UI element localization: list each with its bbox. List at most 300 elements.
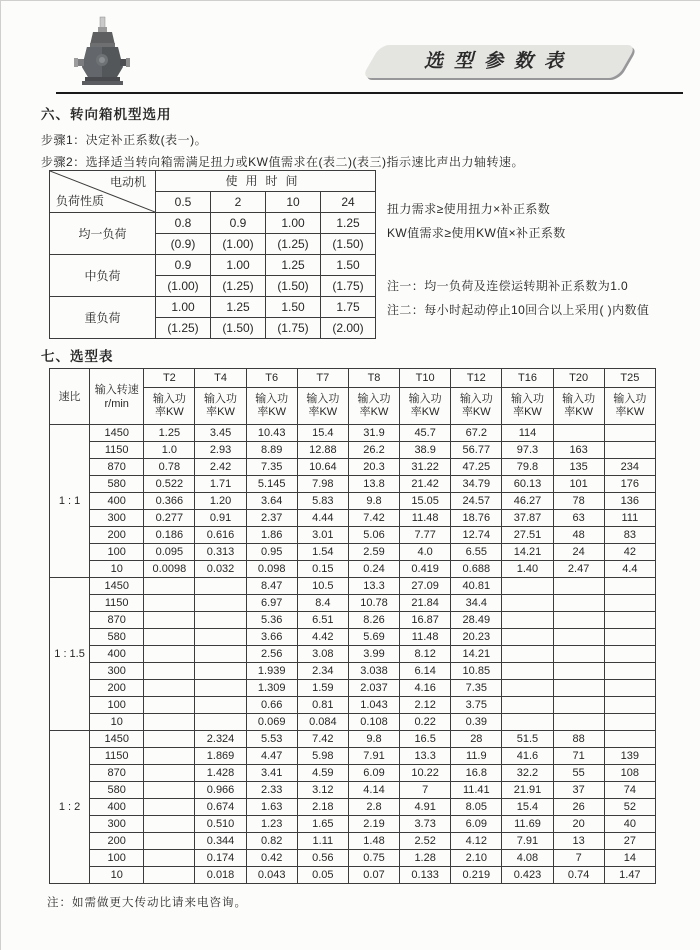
power-cell bbox=[553, 663, 604, 680]
power-cell: 20.3 bbox=[348, 459, 399, 476]
factor-cell: (1.75) bbox=[321, 276, 376, 297]
power-cell: 8.12 bbox=[400, 646, 451, 663]
correction-factor-table bbox=[49, 170, 376, 339]
power-cell: 3.75 bbox=[451, 697, 502, 714]
factor-cell: 1.00 bbox=[211, 255, 266, 276]
power-cell bbox=[195, 612, 246, 629]
table-row bbox=[50, 612, 656, 629]
power-header bbox=[246, 388, 297, 425]
power-cell: 10.85 bbox=[451, 663, 502, 680]
power-cell: 1.86 bbox=[246, 527, 297, 544]
power-cell: 0.277 bbox=[144, 510, 195, 527]
power-cell bbox=[195, 680, 246, 697]
model-header: T4 bbox=[195, 369, 246, 388]
rpm-cell: 100 bbox=[90, 544, 144, 561]
power-header bbox=[604, 388, 655, 425]
power-cell: 0.522 bbox=[144, 476, 195, 493]
power-cell: 79.8 bbox=[502, 459, 553, 476]
power-cell: 27 bbox=[604, 833, 655, 850]
power-cell: 3.12 bbox=[297, 782, 348, 799]
power-cell bbox=[502, 663, 553, 680]
selection-table bbox=[49, 368, 656, 884]
title-banner bbox=[357, 45, 641, 78]
power-header-line2: 率KW bbox=[410, 406, 440, 418]
factor-cell: 1.25 bbox=[266, 255, 321, 276]
power-cell bbox=[502, 629, 553, 646]
power-cell: 7.91 bbox=[502, 833, 553, 850]
power-header-line2: 率KW bbox=[155, 406, 184, 418]
power-cell: 0.095 bbox=[144, 544, 195, 561]
factor-cell: (1.75) bbox=[266, 318, 321, 339]
power-cell: 3.08 bbox=[297, 646, 348, 663]
footer-note: 注：如需做更大传动比请来电咨询。 bbox=[47, 897, 247, 909]
power-cell: 2.47 bbox=[553, 561, 604, 578]
power-cell: 4.08 bbox=[502, 850, 553, 867]
power-header-line2: 率KW bbox=[257, 406, 287, 418]
power-cell: 0.032 bbox=[195, 561, 246, 578]
power-cell bbox=[195, 663, 246, 680]
power-cell: 0.069 bbox=[246, 714, 297, 731]
factor-cell: (0.9) bbox=[156, 234, 211, 255]
power-cell: 0.688 bbox=[451, 561, 502, 578]
rpm-cell: 10 bbox=[90, 561, 144, 578]
power-cell bbox=[144, 782, 195, 799]
power-cell: 0.174 bbox=[195, 850, 246, 867]
table-row bbox=[50, 459, 656, 476]
power-cell: 3.99 bbox=[348, 646, 399, 663]
table-row bbox=[50, 833, 656, 850]
power-header-line1: 输入功 bbox=[408, 392, 442, 405]
power-cell: 2.18 bbox=[297, 799, 348, 816]
power-cell: 34.4 bbox=[451, 595, 502, 612]
power-cell: 7.91 bbox=[348, 748, 399, 765]
power-cell: 1.59 bbox=[297, 680, 348, 697]
power-cell: 2.93 bbox=[195, 442, 246, 459]
factor-cell: (1.50) bbox=[211, 318, 266, 339]
power-cell: 176 bbox=[604, 476, 655, 493]
power-cell: 4.47 bbox=[246, 748, 297, 765]
rpm-header-line2: r/min bbox=[104, 397, 129, 410]
factor-cell: 1.00 bbox=[266, 213, 321, 234]
rpm-cell: 400 bbox=[90, 799, 144, 816]
table-row bbox=[50, 731, 656, 748]
factor-cell: (2.00) bbox=[321, 318, 376, 339]
rpm-cell: 1150 bbox=[90, 748, 144, 765]
power-cell bbox=[604, 663, 655, 680]
power-cell: 15.05 bbox=[400, 493, 451, 510]
power-cell: 0.344 bbox=[195, 833, 246, 850]
rpm-column-header bbox=[90, 369, 144, 425]
page-title: 选型参数表 bbox=[423, 51, 574, 72]
power-cell bbox=[553, 680, 604, 697]
power-cell: 111 bbox=[604, 510, 655, 527]
model-header: T20 bbox=[553, 369, 604, 388]
power-header bbox=[195, 388, 246, 425]
factor-cell: 0.9 bbox=[156, 255, 211, 276]
power-cell: 14 bbox=[604, 850, 655, 867]
power-cell: 2.12 bbox=[400, 697, 451, 714]
factor-cell: (1.25) bbox=[156, 318, 211, 339]
ratio-column-header: 速比 bbox=[50, 369, 90, 425]
power-cell: 38.9 bbox=[400, 442, 451, 459]
power-cell: 1.47 bbox=[604, 867, 655, 884]
power-header-line2: 率KW bbox=[206, 406, 235, 418]
power-cell: 1.869 bbox=[195, 748, 246, 765]
table-row bbox=[50, 663, 656, 680]
usage-col-header: 10 bbox=[266, 192, 321, 213]
rpm-cell: 200 bbox=[90, 833, 144, 850]
power-cell: 0.313 bbox=[195, 544, 246, 561]
power-cell: 18.76 bbox=[451, 510, 502, 527]
power-cell: 0.616 bbox=[195, 527, 246, 544]
diagonal-label-load: 负荷性质 bbox=[56, 194, 105, 208]
power-cell bbox=[604, 595, 655, 612]
power-cell: 34.79 bbox=[451, 476, 502, 493]
rpm-cell: 870 bbox=[90, 612, 144, 629]
diagonal-label-motor: 电动机 bbox=[109, 175, 146, 189]
power-cell: 0.084 bbox=[297, 714, 348, 731]
rpm-cell: 870 bbox=[90, 765, 144, 782]
power-cell: 0.78 bbox=[144, 459, 195, 476]
power-cell: 6.09 bbox=[348, 765, 399, 782]
power-cell: 2.52 bbox=[400, 833, 451, 850]
power-cell: 0.91 bbox=[195, 510, 246, 527]
power-cell: 4.16 bbox=[400, 680, 451, 697]
power-header bbox=[451, 388, 502, 425]
factor-cell: 1.50 bbox=[266, 297, 321, 318]
power-cell: 56.77 bbox=[451, 442, 502, 459]
power-cell: 4.0 bbox=[400, 544, 451, 561]
power-cell: 6.09 bbox=[451, 816, 502, 833]
model-header: T7 bbox=[297, 369, 348, 388]
power-header-line2: 率KW bbox=[359, 406, 389, 418]
power-cell bbox=[553, 629, 604, 646]
power-header-line1: 输入功 bbox=[562, 392, 596, 405]
power-cell bbox=[553, 646, 604, 663]
rpm-cell: 580 bbox=[90, 476, 144, 493]
power-cell: 78 bbox=[553, 493, 604, 510]
rpm-cell: 200 bbox=[90, 680, 144, 697]
power-cell: 8.47 bbox=[246, 578, 297, 595]
power-cell: 60.13 bbox=[502, 476, 553, 493]
factor-cell: 1.00 bbox=[156, 297, 211, 318]
power-cell: 1.63 bbox=[246, 799, 297, 816]
rpm-cell: 10 bbox=[90, 867, 144, 884]
power-cell: 0.22 bbox=[400, 714, 451, 731]
power-cell: 1.0 bbox=[144, 442, 195, 459]
power-header bbox=[400, 388, 451, 425]
power-cell bbox=[604, 612, 655, 629]
table-row bbox=[50, 799, 656, 816]
table-row bbox=[50, 544, 656, 561]
table-row bbox=[50, 255, 376, 276]
formula-notes bbox=[387, 202, 687, 317]
power-cell: 10.22 bbox=[400, 765, 451, 782]
table-row bbox=[50, 850, 656, 867]
power-cell bbox=[502, 578, 553, 595]
power-cell: 27.09 bbox=[400, 578, 451, 595]
power-cell: 2.19 bbox=[348, 816, 399, 833]
power-cell bbox=[195, 697, 246, 714]
power-cell: 11.41 bbox=[451, 782, 502, 799]
power-cell bbox=[553, 714, 604, 731]
table-row bbox=[50, 425, 656, 442]
power-header-line2: 率KW bbox=[513, 406, 542, 418]
power-cell: 5.83 bbox=[297, 493, 348, 510]
table-row bbox=[50, 476, 656, 493]
rpm-cell: 580 bbox=[90, 782, 144, 799]
power-cell: 7.98 bbox=[297, 476, 348, 493]
power-cell: 21.91 bbox=[502, 782, 553, 799]
power-header-line1: 输入功 bbox=[459, 392, 493, 405]
power-cell: 0.419 bbox=[400, 561, 451, 578]
power-cell: 26.2 bbox=[348, 442, 399, 459]
rpm-cell: 10 bbox=[90, 714, 144, 731]
usage-col-header: 0.5 bbox=[156, 192, 211, 213]
table-row bbox=[50, 213, 376, 234]
power-cell: 5.145 bbox=[246, 476, 297, 493]
power-cell: 5.36 bbox=[246, 612, 297, 629]
power-cell: 6.51 bbox=[297, 612, 348, 629]
power-cell: 11.69 bbox=[502, 816, 553, 833]
power-cell bbox=[144, 833, 195, 850]
factor-cell: 0.8 bbox=[156, 213, 211, 234]
power-cell: 0.15 bbox=[297, 561, 348, 578]
factor-cell: 1.25 bbox=[211, 297, 266, 318]
table-row bbox=[50, 493, 656, 510]
table-row bbox=[50, 369, 656, 388]
power-cell: 11.48 bbox=[400, 629, 451, 646]
power-cell: 28.49 bbox=[451, 612, 502, 629]
power-cell: 41.6 bbox=[502, 748, 553, 765]
table-row bbox=[50, 629, 656, 646]
power-cell bbox=[604, 629, 655, 646]
power-cell: 20.23 bbox=[451, 629, 502, 646]
power-cell bbox=[144, 680, 195, 697]
power-cell: 114 bbox=[502, 425, 553, 442]
gearbox-logo bbox=[73, 15, 131, 89]
power-cell bbox=[604, 697, 655, 714]
power-cell: 88 bbox=[553, 731, 604, 748]
power-cell bbox=[144, 816, 195, 833]
power-cell bbox=[144, 663, 195, 680]
power-cell: 10.5 bbox=[297, 578, 348, 595]
power-cell bbox=[144, 748, 195, 765]
power-cell bbox=[553, 612, 604, 629]
power-cell: 40 bbox=[604, 816, 655, 833]
power-cell: 0.81 bbox=[297, 697, 348, 714]
power-cell: 37.87 bbox=[502, 510, 553, 527]
power-cell: 0.75 bbox=[348, 850, 399, 867]
table-row bbox=[50, 816, 656, 833]
power-cell: 7 bbox=[553, 850, 604, 867]
power-cell: 1.48 bbox=[348, 833, 399, 850]
power-cell: 0.07 bbox=[348, 867, 399, 884]
power-cell: 4.4 bbox=[604, 561, 655, 578]
power-cell bbox=[195, 646, 246, 663]
table-row bbox=[50, 867, 656, 884]
table-row bbox=[50, 561, 656, 578]
power-cell bbox=[195, 595, 246, 612]
power-cell: 0.0098 bbox=[144, 561, 195, 578]
rpm-cell: 580 bbox=[90, 629, 144, 646]
factor-cell: 1.50 bbox=[321, 255, 376, 276]
step1-text: 步骤1：决定补正系数(表一)。 bbox=[41, 133, 208, 147]
power-cell: 0.108 bbox=[348, 714, 399, 731]
power-cell bbox=[553, 425, 604, 442]
power-cell bbox=[144, 714, 195, 731]
power-cell: 2.59 bbox=[348, 544, 399, 561]
ratio-label: 1 : 1 bbox=[50, 425, 90, 578]
power-header-line1: 输入功 bbox=[613, 392, 647, 405]
power-cell: 0.966 bbox=[195, 782, 246, 799]
power-cell bbox=[553, 595, 604, 612]
power-cell: 2.10 bbox=[451, 850, 502, 867]
factor-cell: (1.50) bbox=[321, 234, 376, 255]
rpm-cell: 400 bbox=[90, 493, 144, 510]
power-cell: 1.40 bbox=[502, 561, 553, 578]
power-cell: 5.69 bbox=[348, 629, 399, 646]
power-cell: 0.05 bbox=[297, 867, 348, 884]
power-cell: 1.28 bbox=[400, 850, 451, 867]
power-cell: 47.25 bbox=[451, 459, 502, 476]
power-cell bbox=[144, 578, 195, 595]
power-cell: 234 bbox=[604, 459, 655, 476]
power-cell: 3.01 bbox=[297, 527, 348, 544]
power-cell: 2.42 bbox=[195, 459, 246, 476]
power-cell: 51.5 bbox=[502, 731, 553, 748]
power-cell: 6.97 bbox=[246, 595, 297, 612]
power-cell: 1.939 bbox=[246, 663, 297, 680]
model-header: T10 bbox=[400, 369, 451, 388]
power-cell bbox=[502, 595, 553, 612]
power-cell: 13 bbox=[553, 833, 604, 850]
power-cell: 135 bbox=[553, 459, 604, 476]
rpm-cell: 300 bbox=[90, 663, 144, 680]
rpm-cell: 1450 bbox=[90, 578, 144, 595]
power-cell: 5.53 bbox=[246, 731, 297, 748]
power-cell: 24.57 bbox=[451, 493, 502, 510]
power-cell: 20 bbox=[553, 816, 604, 833]
model-header: T16 bbox=[502, 369, 553, 388]
power-header-line2: 率KW bbox=[461, 406, 491, 418]
table-row bbox=[50, 748, 656, 765]
factor-cell: 1.75 bbox=[321, 297, 376, 318]
selection-table-body bbox=[50, 425, 656, 884]
power-cell: 0.42 bbox=[246, 850, 297, 867]
kw-formula: KW值需求≥使用KW值×补正系数 bbox=[387, 226, 566, 240]
power-cell: 14.21 bbox=[502, 544, 553, 561]
rpm-cell: 400 bbox=[90, 646, 144, 663]
factor-cell: (1.25) bbox=[211, 276, 266, 297]
power-cell: 3.038 bbox=[348, 663, 399, 680]
power-cell bbox=[604, 646, 655, 663]
power-cell: 1.309 bbox=[246, 680, 297, 697]
power-cell: 0.423 bbox=[502, 867, 553, 884]
power-cell: 8.26 bbox=[348, 612, 399, 629]
power-cell bbox=[604, 680, 655, 697]
power-cell bbox=[195, 714, 246, 731]
power-cell: 27.51 bbox=[502, 527, 553, 544]
power-cell: 136 bbox=[604, 493, 655, 510]
power-cell: 13.3 bbox=[348, 578, 399, 595]
power-cell: 31.22 bbox=[400, 459, 451, 476]
power-cell: 1.428 bbox=[195, 765, 246, 782]
power-header-line1: 输入功 bbox=[255, 392, 289, 405]
power-cell: 0.186 bbox=[144, 527, 195, 544]
rpm-cell: 200 bbox=[90, 527, 144, 544]
rpm-cell: 100 bbox=[90, 850, 144, 867]
power-header-line1: 输入功 bbox=[510, 392, 544, 405]
power-cell bbox=[502, 714, 553, 731]
power-cell bbox=[144, 595, 195, 612]
rpm-cell: 1150 bbox=[90, 595, 144, 612]
power-cell: 1.25 bbox=[144, 425, 195, 442]
rpm-cell: 870 bbox=[90, 459, 144, 476]
power-cell: 2.34 bbox=[297, 663, 348, 680]
power-cell: 48 bbox=[553, 527, 604, 544]
power-cell: 1.71 bbox=[195, 476, 246, 493]
power-cell: 37 bbox=[553, 782, 604, 799]
power-cell: 4.44 bbox=[297, 510, 348, 527]
power-header-line2: 率KW bbox=[615, 406, 645, 418]
power-cell: 2.37 bbox=[246, 510, 297, 527]
power-cell: 2.324 bbox=[195, 731, 246, 748]
power-header-line2: 率KW bbox=[308, 406, 338, 418]
power-cell bbox=[502, 697, 553, 714]
power-header-line1: 输入功 bbox=[306, 392, 340, 405]
power-cell: 7.77 bbox=[400, 527, 451, 544]
table-row bbox=[50, 782, 656, 799]
power-cell: 12.74 bbox=[451, 527, 502, 544]
power-cell: 108 bbox=[604, 765, 655, 782]
power-cell: 3.66 bbox=[246, 629, 297, 646]
power-cell: 71 bbox=[553, 748, 604, 765]
torque-formula: 扭力需求≥使用扭力×补正系数 bbox=[387, 202, 551, 216]
power-cell bbox=[604, 578, 655, 595]
power-cell: 8.05 bbox=[451, 799, 502, 816]
power-cell: 0.95 bbox=[246, 544, 297, 561]
step2-text: 步骤2：选择适当转向箱需满足扭力或KW值需求在(表二)(表三)指示速比声出力轴转速。 bbox=[41, 154, 524, 169]
power-cell bbox=[195, 629, 246, 646]
power-header-line1: 输入功 bbox=[357, 392, 391, 405]
table-row bbox=[50, 680, 656, 697]
section7-heading: 七、选型表 bbox=[41, 349, 114, 364]
power-cell: 46.27 bbox=[502, 493, 553, 510]
rpm-cell: 300 bbox=[90, 816, 144, 833]
rpm-cell: 1450 bbox=[90, 425, 144, 442]
factor-cell: 0.9 bbox=[211, 213, 266, 234]
load-type-label: 重负荷 bbox=[50, 297, 156, 339]
power-cell: 24 bbox=[553, 544, 604, 561]
power-cell: 5.06 bbox=[348, 527, 399, 544]
power-cell: 74 bbox=[604, 782, 655, 799]
model-header: T25 bbox=[604, 369, 655, 388]
power-cell: 4.12 bbox=[451, 833, 502, 850]
power-cell: 7.35 bbox=[246, 459, 297, 476]
power-cell: 9.8 bbox=[348, 493, 399, 510]
table-row bbox=[50, 510, 656, 527]
note-2: 注二：每小时起动停止10回合以上采用( )内数值 bbox=[387, 303, 650, 317]
power-cell: 13.8 bbox=[348, 476, 399, 493]
power-cell bbox=[144, 646, 195, 663]
power-header-line1: 输入功 bbox=[152, 392, 186, 405]
power-cell bbox=[144, 629, 195, 646]
power-cell: 4.42 bbox=[297, 629, 348, 646]
power-cell bbox=[502, 612, 553, 629]
power-cell: 2.33 bbox=[246, 782, 297, 799]
table-row bbox=[50, 171, 376, 192]
